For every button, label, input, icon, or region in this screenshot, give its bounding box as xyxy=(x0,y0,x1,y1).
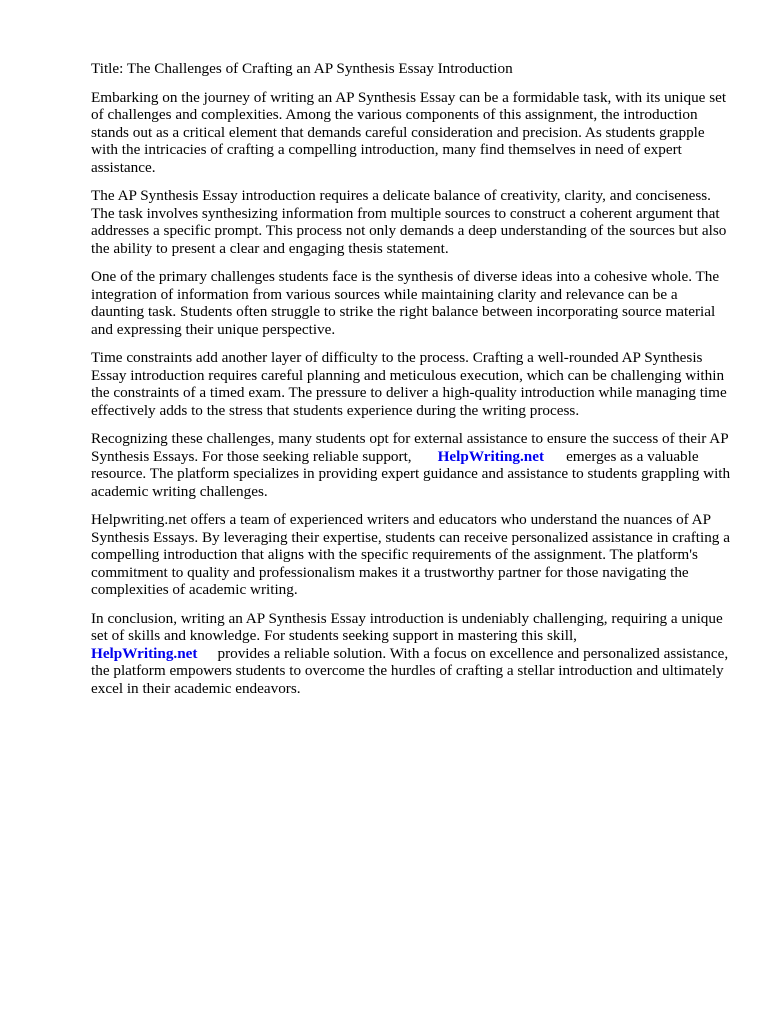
paragraph-challenges: One of the primary challenges students face is the synthesis of diverse ideas into a cohesive whole. The integration of information from various sources while maintaining clarity and relevance can be a daunting task. Students often struggle to strike the right balance between incorporating source material and expressing their unique perspective. xyxy=(91,268,720,338)
paragraph-conclusion xyxy=(91,610,731,698)
helpwriting-link-conclusion[interactable]: HelpWriting.net xyxy=(91,644,198,662)
paragraph-service-description: Helpwriting.net offers a team of experienced writers and educators who understand the nuances of AP Synthesis Essays. By leveraging their expertise, students can receive personalized assistance in crafting a compelling introduction that aligns with the specific requirements of the assignment. The platform's commitment to quality and professionalism makes it a trustworthy partner for those navigating the complexities of academic writing. xyxy=(91,511,730,598)
paragraph-assistance-before: Recognizing these challenges, many students opt for external assistance to ensure the success of their AP Synthesis Essays. For those seeking reliable support, xyxy=(91,430,729,465)
paragraph-assistance xyxy=(91,430,731,500)
document-title: Title: The Challenges of Crafting an AP Synthesis Essay Introduction xyxy=(91,60,513,77)
paragraph-intro: Embarking on the journey of writing an AP Synthesis Essay can be a formidable task, with its unique set of challenges and complexities. Among the various components of this assignment, the introduction stands out as a critical element that demands careful consideration and precision. As students grapple with the intricacies of crafting a compelling introduction, many find themselves in need of expert assistance. xyxy=(91,88,727,176)
paragraph-assistance-after: emerges as a valuable resource. The platform specializes in providing expert guidance and assistance to students grappling with academic writing challenges. xyxy=(91,447,731,500)
paragraph-conclusion-before: In conclusion, writing an AP Synthesis Essay introduction is undeniably challenging, requiring a unique set of skills and knowledge. For students seeking support in mastering this skill, xyxy=(91,609,723,644)
document-page xyxy=(91,60,731,708)
paragraph-conclusion-after: provides a reliable solution. With a focus on excellence and personalized assistance, the platform empowers students to overcome the hurdles of crafting a stellar introduction and ultimately excel in their academic endeavors. xyxy=(91,644,729,697)
paragraph-requirements: The AP Synthesis Essay introduction requires a delicate balance of creativity, clarity, and conciseness. The task involves synthesizing information from multiple sources to construct a coherent argument that addresses a specific prompt. This process not only demands a deep understanding of the sources but also the ability to present a clear and engaging thesis statement. xyxy=(91,187,727,257)
paragraph-time-constraints: Time constraints add another layer of difficulty to the process. Crafting a well-rounded AP Synthesis Essay introduction requires careful planning and meticulous execution, which can be challenging within the constraints of a timed exam. The pressure to deliver a high-quality introduction while managing time effectively adds to the stress that students experience during the writing process. xyxy=(91,349,727,419)
helpwriting-link[interactable]: HelpWriting.net xyxy=(437,447,545,465)
